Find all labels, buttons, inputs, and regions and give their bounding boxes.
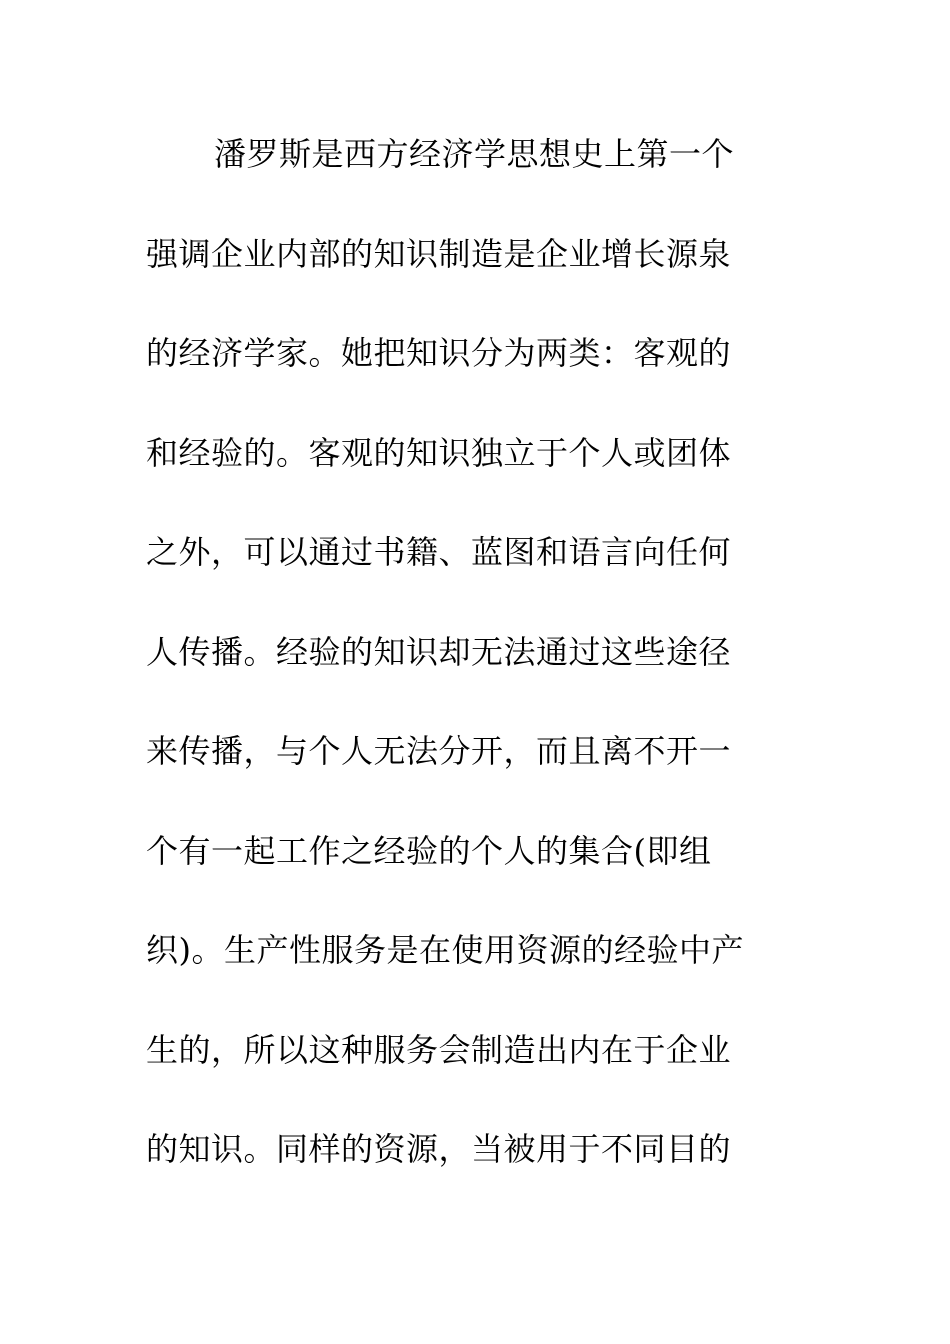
text-line: 潘罗斯是西方经济学思想史上第一个 <box>214 135 735 173</box>
text-line: 的知识。同样的资源，当被用于不同目的 <box>146 1130 732 1168</box>
text-line: 强调企业内部的知识制造是企业增长源泉 <box>146 235 732 273</box>
text-line: 个有一起工作之经验的个人的集合(即组 <box>146 832 712 870</box>
text-line: 的经济学家。她把知识分为两类：客观的 <box>146 334 732 372</box>
text-line: 织)。生产性服务是在使用资源的经验中产 <box>146 931 744 969</box>
text-line: 和经验的。客观的知识独立于个人或团体 <box>146 434 732 472</box>
text-line: 人传播。经验的知识却无法通过这些途径 <box>146 633 732 671</box>
text-line: 之外，可以通过书籍、蓝图和语言向任何 <box>146 533 732 571</box>
text-line: 来传播，与个人无法分开，而且离不开一 <box>146 732 732 770</box>
text-line: 生的，所以这种服务会制造出内在于企业 <box>146 1031 732 1069</box>
